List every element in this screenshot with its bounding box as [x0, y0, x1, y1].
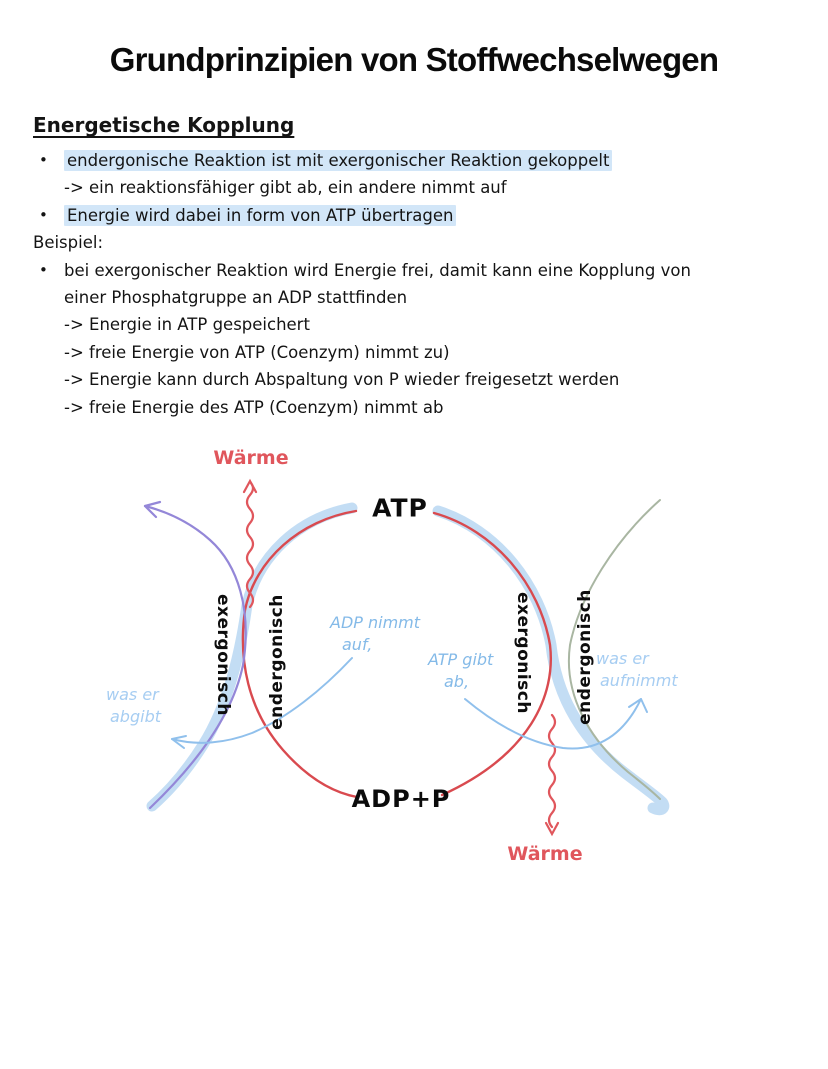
adp-takes-up-line1: ADP nimmt	[330, 613, 421, 632]
what-it-gives-off-note	[106, 684, 161, 727]
heat-label-bottom: Wärme	[507, 843, 583, 865]
adp-takes-up-note	[330, 612, 420, 655]
atp-gives-off-note	[428, 649, 493, 692]
bullet-glyph: •	[39, 205, 48, 224]
note-text: einer Phosphatgruppe an ADP stattfinden	[64, 287, 408, 307]
page-title: Grundprinzipien von Stoffwechselwegen	[109, 41, 719, 78]
highlighted-text: endergonische Reaktion ist mit exergonischer Reaktion gekoppelt	[64, 150, 612, 171]
atp-gives-off-line1: ATP gibt	[428, 650, 494, 669]
note-text: -> ein reaktionsfähiger gibt ab, ein andere nimmt auf	[64, 178, 507, 198]
what-it-gives-off-line2: abgibt	[110, 706, 161, 726]
exergonic-label-right: exergonisch	[513, 592, 533, 714]
note-text: bei exergonischer Reaktion wird Energie frei, damit kann eine Kopplung von	[64, 260, 691, 280]
energy-flow-highlight-left	[152, 508, 352, 806]
note-text: -> Energie kann durch Abspaltung von P wieder freigesetzt werden	[64, 370, 620, 390]
heat-arrow-up-head	[244, 481, 256, 492]
note-text: -> freie Energie von ATP (Coenzym) nimmt zu)	[64, 342, 450, 362]
exergonic-label-left: exergonisch	[213, 594, 233, 716]
adp-p-label: ADP+P	[351, 785, 451, 813]
heat-arrow-down-head	[546, 823, 558, 834]
heat-label-top: Wärme	[213, 447, 289, 469]
note-text: -> Energie in ATP gespeichert	[64, 315, 310, 335]
heat-arrow-down	[549, 715, 555, 827]
atp-gives-off-line2: ab,	[444, 671, 470, 691]
what-it-takes-up-line1: was er	[596, 649, 649, 668]
section-heading: Energetische Kopplung	[33, 113, 295, 137]
endergonic-label-right: endergonisch	[575, 589, 595, 725]
adp-takes-up-line2: auf,	[342, 634, 373, 654]
bullet-glyph: •	[39, 260, 48, 279]
bullet-glyph: •	[39, 151, 48, 169]
what-it-gives-off-line1: was er	[106, 685, 159, 704]
atp-label: ATP	[372, 493, 428, 523]
what-it-takes-up-note	[596, 648, 678, 691]
what-it-takes-up-line2: aufnimmt	[600, 670, 678, 690]
note-text: Beispiel:	[33, 233, 104, 253]
note-text: -> freie Energie des ATP (Coenzym) nimmt ab	[64, 397, 444, 417]
coupling-arrow-left	[172, 658, 352, 743]
highlighted-text: Energie wird dabei in form von ATP übertragen	[64, 205, 456, 226]
endergonic-label-left: endergonisch	[267, 594, 287, 730]
coupling-arrow-right	[465, 699, 641, 749]
